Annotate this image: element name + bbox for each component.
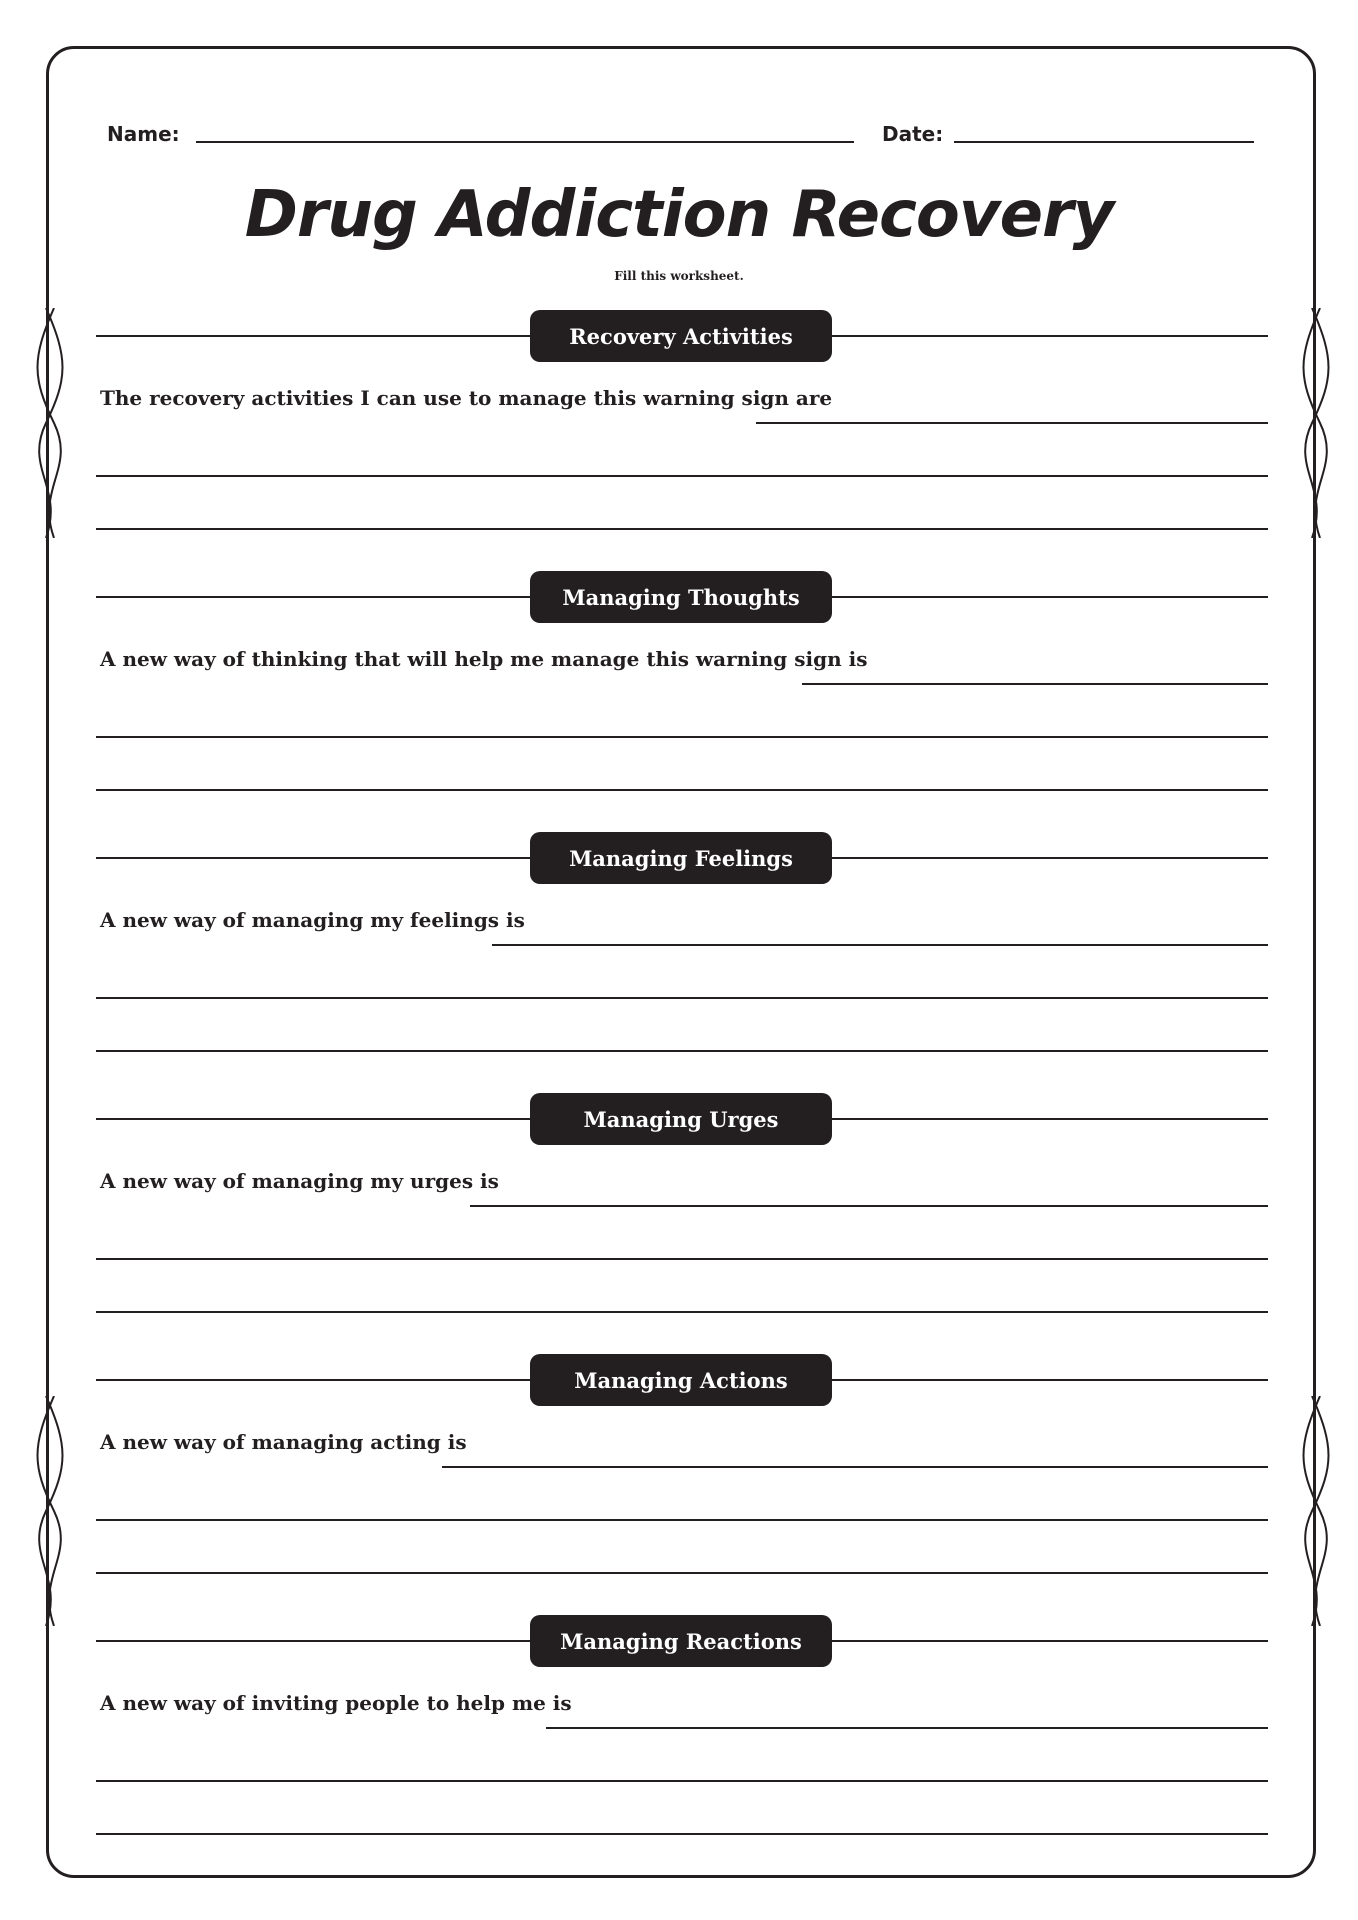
section-heading: Recovery Activities — [530, 310, 832, 362]
date-label: Date: — [882, 122, 944, 146]
answer-line[interactable] — [470, 1205, 1268, 1207]
section-prompt: A new way of managing acting is — [100, 1430, 467, 1454]
page-subtitle: Fill this worksheet. — [614, 269, 744, 283]
section-heading: Managing Urges — [530, 1093, 832, 1145]
section-heading: Managing Feelings — [530, 832, 832, 884]
answer-line[interactable] — [96, 1050, 1268, 1052]
section-prompt: A new way of managing my feelings is — [100, 908, 525, 932]
answer-line[interactable] — [442, 1466, 1268, 1468]
section-managing-urges — [0, 1093, 1358, 1333]
section-managing-thoughts — [0, 571, 1358, 811]
answer-line[interactable] — [546, 1727, 1268, 1729]
name-label: Name: — [107, 122, 180, 146]
answer-line[interactable] — [96, 1780, 1268, 1782]
answer-line[interactable] — [96, 997, 1268, 999]
section-prompt: The recovery activities I can use to manage this warning sign are — [100, 386, 833, 410]
answer-line[interactable] — [802, 683, 1268, 685]
section-prompt: A new way of managing my urges is — [100, 1169, 499, 1193]
answer-line[interactable] — [96, 1572, 1268, 1574]
section-managing-reactions — [0, 1615, 1358, 1855]
section-prompt: A new way of inviting people to help me is — [100, 1691, 572, 1715]
section-recovery-activities — [0, 310, 1358, 550]
answer-line[interactable] — [492, 944, 1268, 946]
answer-line[interactable] — [756, 422, 1268, 424]
page-title: Drug Addiction Recovery — [244, 178, 1114, 252]
answer-line[interactable] — [96, 528, 1268, 530]
section-managing-actions — [0, 1354, 1358, 1594]
section-prompt: A new way of thinking that will help me manage this warning sign is — [100, 647, 868, 671]
section-heading: Managing Actions — [530, 1354, 832, 1406]
answer-line[interactable] — [96, 1258, 1268, 1260]
answer-line[interactable] — [96, 1519, 1268, 1521]
section-heading: Managing Reactions — [530, 1615, 832, 1667]
answer-line[interactable] — [96, 789, 1268, 791]
answer-line[interactable] — [96, 475, 1268, 477]
answer-line[interactable] — [96, 1833, 1268, 1835]
answer-line[interactable] — [96, 736, 1268, 738]
answer-line[interactable] — [96, 1311, 1268, 1313]
section-managing-feelings — [0, 832, 1358, 1072]
section-heading: Managing Thoughts — [530, 571, 832, 623]
date-field[interactable] — [954, 141, 1254, 143]
name-field[interactable] — [196, 141, 854, 143]
